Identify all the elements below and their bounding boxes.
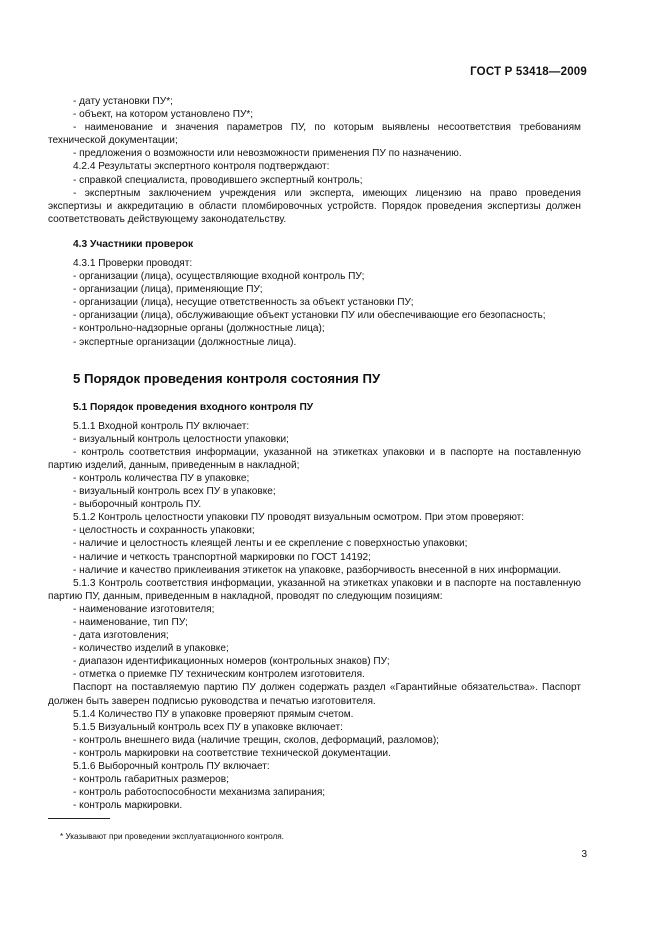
list-item: - предложения о возможности или невозможности применения ПУ по назначению. (73, 148, 462, 160)
list-item: - выборочный контроль ПУ. (73, 499, 202, 511)
list-item: - объект, на котором установлено ПУ*; (73, 109, 254, 121)
list-item: - контроль количества ПУ в упаковке; (73, 472, 250, 484)
standard-header: ГОСТ Р 53418—2009 (470, 66, 587, 78)
list-item: - организации (лица), осуществляющие входной контроль ПУ; (73, 271, 365, 283)
section-heading-5: 5 Порядок проведения контроля состояния ПУ (73, 370, 381, 386)
list-item: - организации (лица), обслуживающие объект установки ПУ или обеспечивающие его безопасность; (73, 310, 546, 322)
list-item: - контроль работоспособности механизма запирания; (73, 787, 326, 799)
list-item: - визуальный контроль целостности упаковки; (73, 433, 289, 445)
paragraph-5-1-6: 5.1.6 Выборочный контроль ПУ включает: (73, 761, 270, 773)
list-item: - наличие и качество приклеивания этикеток на упаковке, разборчивость внесенной в них информации. (73, 564, 562, 576)
list-item: - наличие и целостность клеящей ленты и ее скрепление с поверхностью упаковки; (73, 538, 468, 550)
list-item: - дата изготовления; (73, 630, 169, 642)
list-item: - контроль габаритных размеров; (73, 774, 229, 786)
footnote: * Указывают при проведении эксплуатационного контроля. (60, 832, 284, 841)
list-item: - визуальный контроль всех ПУ в упаковке; (73, 486, 276, 498)
paragraph-5-1-3: 5.1.3 Контроль соответствия информации, указанной на этикетках упаковки и в паспорте на поставленную партию ПУ, данным, приведенным в накладной, проводят по следующим позициям: (48, 577, 581, 602)
list-item: - отметка о приемке ПУ техническим контролем изготовителя. (73, 669, 365, 681)
list-item: - наличие и четкость транспортной маркировки по ГОСТ 14192; (73, 551, 371, 563)
list-item: - контроль внешнего вида (наличие трещин, сколов, деформаций, разломов); (73, 734, 439, 746)
list-item: - целостность и сохранность упаковки; (73, 525, 255, 537)
paragraph-4-2-4: 4.2.4 Результаты экспертного контроля подтверждают: (73, 161, 330, 173)
section-heading-4-3: 4.3 Участники проверок (73, 238, 194, 250)
list-item: - контроль маркировки. (73, 800, 183, 812)
paragraph-5-1-5: 5.1.5 Визуальный контроль всех ПУ в упаковке включает: (73, 721, 343, 733)
list-item: - наименование изготовителя; (73, 603, 215, 615)
page-number: 3 (581, 849, 587, 860)
paragraph-5-1-4: 5.1.4 Количество ПУ в упаковке проверяют прямым счетом. (73, 708, 354, 720)
section-heading-5-1: 5.1 Порядок проведения входного контроля ПУ (73, 401, 314, 413)
paragraph-5-1-2: 5.1.2 Контроль целостности упаковки ПУ проводят визуальным осмотром. При этом проверяют: (73, 512, 525, 524)
list-item: - наименование, тип ПУ; (73, 617, 188, 628)
list-item: - контроль маркировки на соответствие технической документации. (73, 747, 391, 759)
list-item: - наименование и значения параметров ПУ, по которым выявлены несоответствия требованиям технической документации; (48, 122, 581, 147)
list-item: - диапазон идентификационных номеров (контрольных знаков) ПУ; (73, 656, 390, 668)
list-item: - организации (лица), несущие ответственность за объект установки ПУ; (73, 297, 414, 309)
list-item: - контроль соответствия информации, указанной на этикетках упаковки и в паспорте на поставленную партию изделий, данным, приведенным в накладной; (48, 446, 581, 471)
list-item: - организации (лица), применяющие ПУ; (73, 284, 263, 296)
list-item: - экспертным заключением учреждения или эксперта, имеющих лицензию на право проведения экспертизы и аккредитацию в области пломбировочных устройств. Порядок проведения экспертизы должен соответствовать действующему законодательству. (48, 187, 581, 225)
list-item: - экспертные организации (должностные лица). (73, 336, 297, 348)
paragraph-4-3-1: 4.3.1 Проверки проводят: (73, 257, 193, 269)
list-item: - количество изделий в упаковке; (73, 643, 229, 655)
paragraph-5-1-1: 5.1.1 Входной контроль ПУ включает: (73, 420, 250, 432)
list-item: - справкой специалиста, проводившего экспертный контроль; (73, 174, 363, 186)
footnote-divider (48, 818, 110, 819)
list-item: - дату установки ПУ*; (73, 96, 173, 107)
paragraph-passport: Паспорт на поставляемую партию ПУ должен содержать раздел «Гарантийные обязательства». Паспорт должен быть заверен подписью руководства и печатью изготовителя. (48, 682, 581, 707)
body-text (48, 95, 581, 812)
list-item: - контрольно-надзорные органы (должностные лица); (73, 323, 325, 335)
